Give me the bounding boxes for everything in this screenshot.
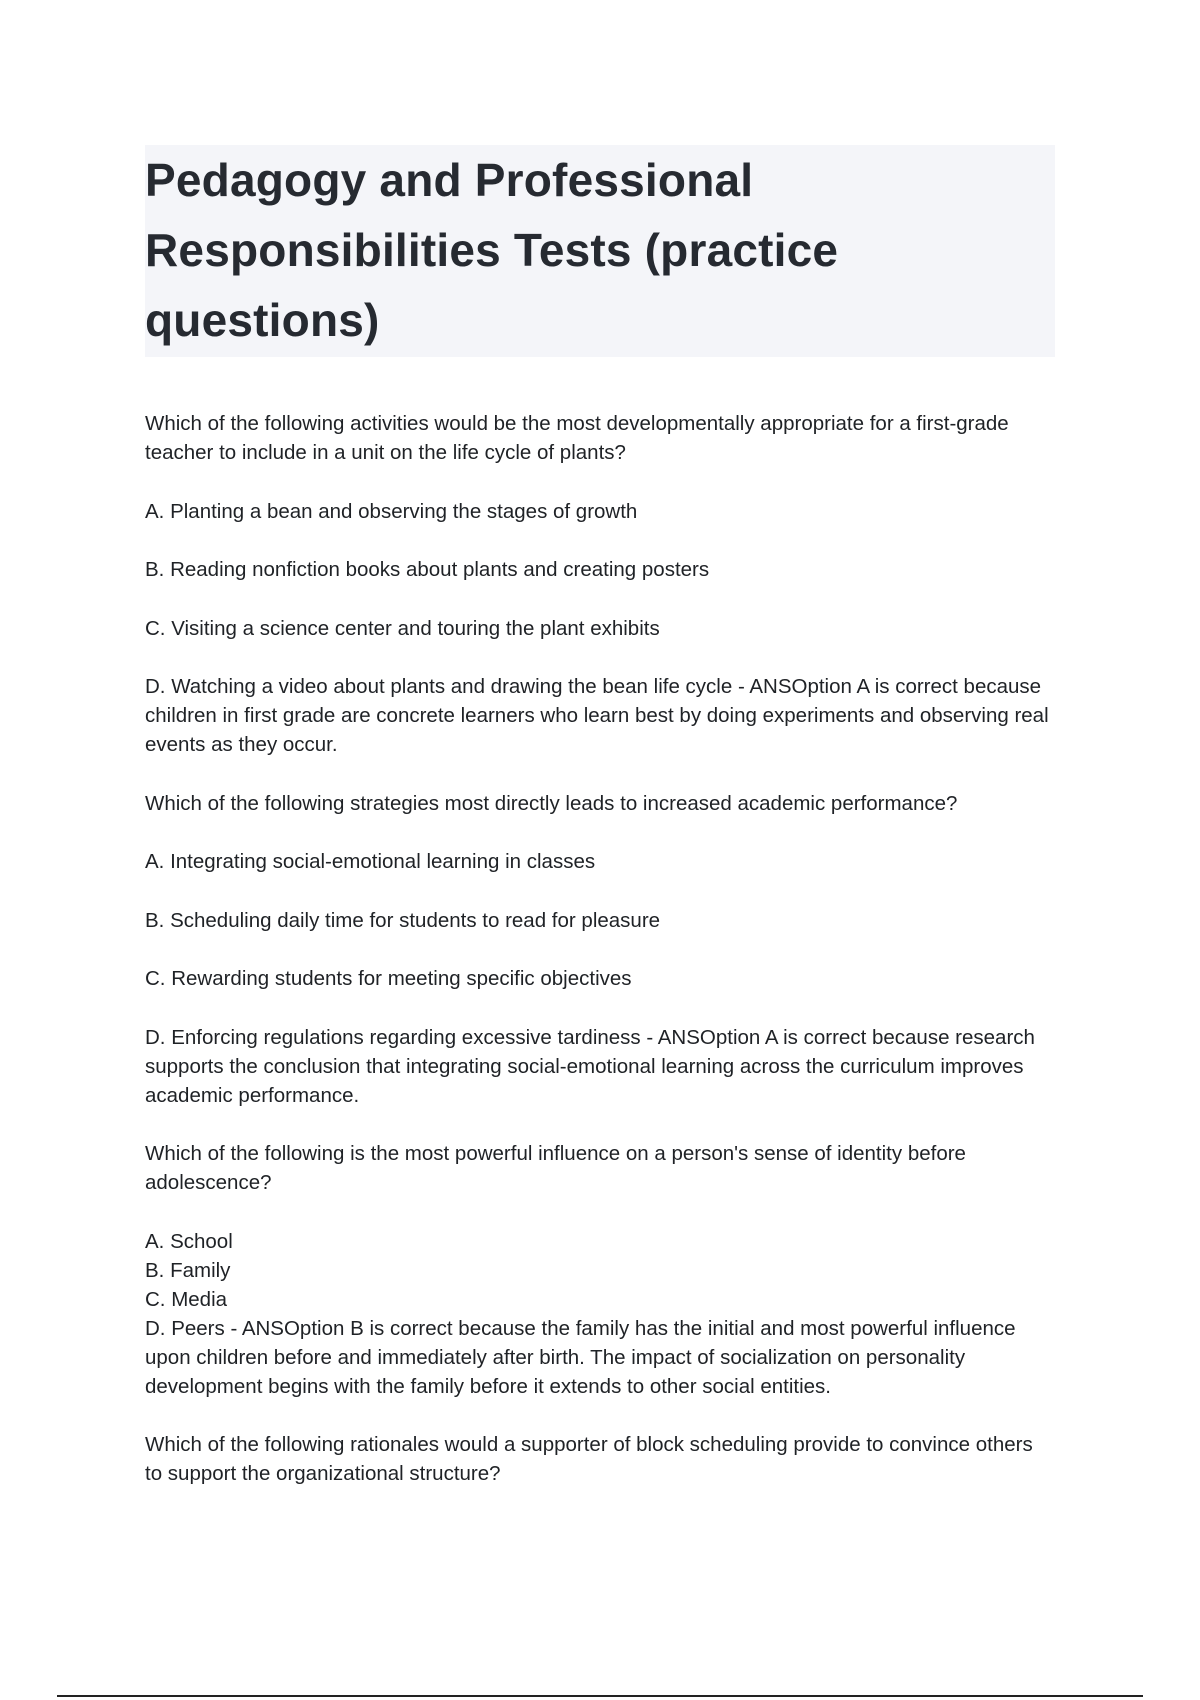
question-1-option-b: B. Reading nonfiction books about plants and creating posters (145, 558, 710, 581)
question-3-option-d-answer: D. Peers - ANSOption B is correct because the family has the initial and most powerful influence upon children before and immediately after birth. The impact of socialization on personality development begins with the family before it extends to other social entities. (145, 1316, 1016, 1398)
question-3-option-b: B. Family (145, 1258, 231, 1282)
footer-divider (57, 1695, 1143, 1697)
question-4-text: Which of the following rationales would a supporter of block scheduling provide to convince others to support the organizational structure? (145, 1433, 1033, 1485)
document-body (145, 409, 1050, 1518)
question-1-option-d-answer: D. Watching a video about plants and drawing the bean life cycle - ANSOption A is correct because children in first grade are concrete learners who learn best by doing experiments and observing real events as they occur. (145, 675, 1049, 756)
question-3-text: Which of the following is the most powerful influence on a person's sense of identity before adolescence? (145, 1142, 966, 1194)
question-2-text: Which of the following strategies most directly leads to increased academic performance? (145, 791, 958, 815)
question-3-option-c: C. Media (145, 1287, 228, 1311)
document-title: Pedagogy and Professional Responsibilities Tests (practice questions) (145, 154, 839, 346)
question-1-option-c: C. Visiting a science center and touring the plant exhibits (145, 616, 660, 640)
question-2-option-c: C. Rewarding students for meeting specific objectives (145, 967, 632, 990)
title-banner (145, 145, 1055, 357)
question-1-text: Which of the following activities would be the most developmentally appropriate for a first-grade teacher to include in a unit on the life cycle of plants? (145, 412, 1009, 464)
question-1-option-a: A. Planting a bean and observing the stages of growth (145, 499, 638, 523)
question-2-option-a: A. Integrating social-emotional learning in classes (145, 850, 596, 873)
question-3-option-a: A. School (145, 1229, 233, 1253)
question-2-option-b: B. Scheduling daily time for students to read for pleasure (145, 908, 661, 932)
question-2-option-d-answer: D. Enforcing regulations regarding excessive tardiness - ANSOption A is correct because research supports the conclusion that integrating social-emotional learning across the curriculum improves academic performance. (145, 1025, 1035, 1107)
